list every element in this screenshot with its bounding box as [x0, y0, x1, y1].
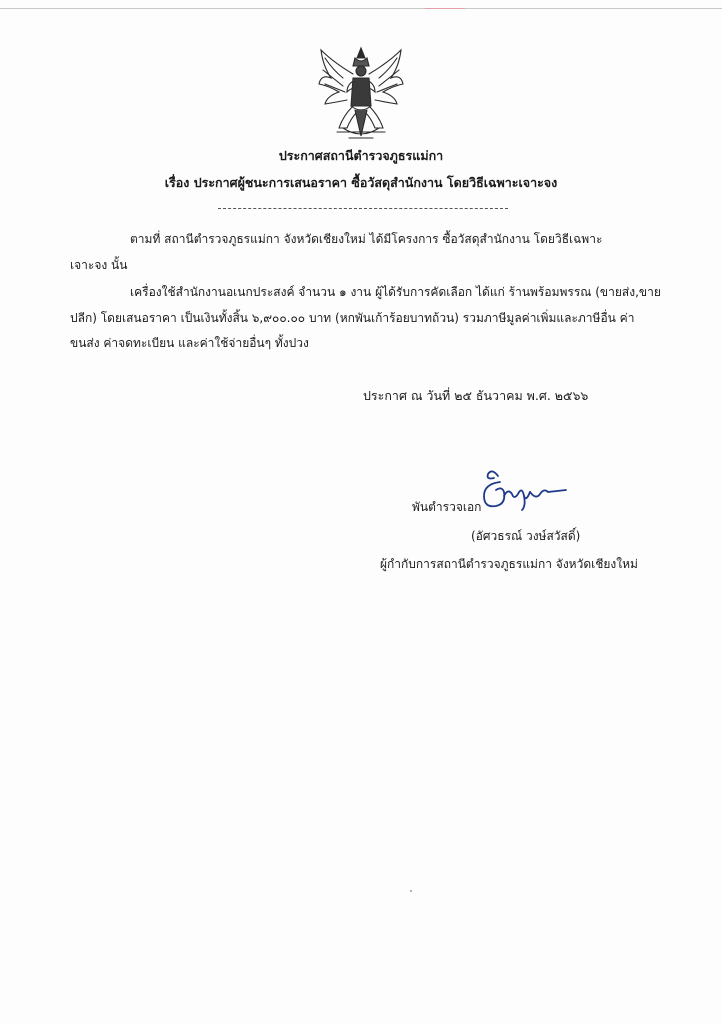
- signatory-name: (อัศวธรณ์ วงษ์สวัสดิ์): [471, 529, 581, 543]
- handwritten-signature: [478, 466, 570, 514]
- paragraph-2-line-1: เครื่องใช้สำนักงานอเนกประสงค์ จำนวน ๑ งาน ผู้ได้รับการคัดเลือก ได้แก่ ร้านพร้อมพรรณ (ขายส่ง,ขาย: [130, 285, 661, 299]
- signatory-position: ผู้กำกับการสถานีตำรวจภูธรแม่กา จังหวัดเชียงใหม่: [380, 557, 638, 571]
- agency-heading: ประกาศสถานีตำรวจภูธรแม่กา: [278, 148, 444, 163]
- subject-heading: เรื่อง ประกาศผู้ชนะการเสนอราคา ซื้อวัสดุสำนักงาน โดยวิธีเฉพาะเจาะจง: [164, 175, 558, 190]
- scan-top-edge-mark: [425, 8, 465, 9]
- signatory-rank: พันตำรวจเอก: [412, 500, 482, 514]
- divider: [218, 208, 508, 209]
- paragraph-1-line-1: ตามที่ สถานีตำรวจภูธรแม่กา จังหวัดเชียงใหม่ ได้มีโครงการ ซื้อวัสดุสำนักงาน โดยวิธีเฉพาะ: [130, 232, 603, 246]
- paragraph-2-line-3: ขนส่ง ค่าจดทะเบียน และค่าใช้จ่ายอื่นๆ ทั้งปวง: [70, 336, 309, 350]
- paragraph-2-line-2: ปลีก) โดยเสนอราคา เป็นเงินทั้งสิ้น ๖,๙๐๐.๐๐ บาท (หกพันเก้าร้อยบาทถ้วน) รวมภาษีมูลค่าเพิ่มและภาษีอื่น ค่า: [70, 311, 635, 325]
- scan-top-edge: [0, 8, 722, 9]
- garuda-emblem-icon: [313, 44, 409, 144]
- announcement-date: ประกาศ ณ วันที่ ๒๕ ธันวาคม พ.ศ. ๒๕๖๖: [363, 388, 589, 403]
- scan-speck: [410, 890, 412, 892]
- paragraph-1-line-2: เจาะจง นั้น: [70, 258, 128, 272]
